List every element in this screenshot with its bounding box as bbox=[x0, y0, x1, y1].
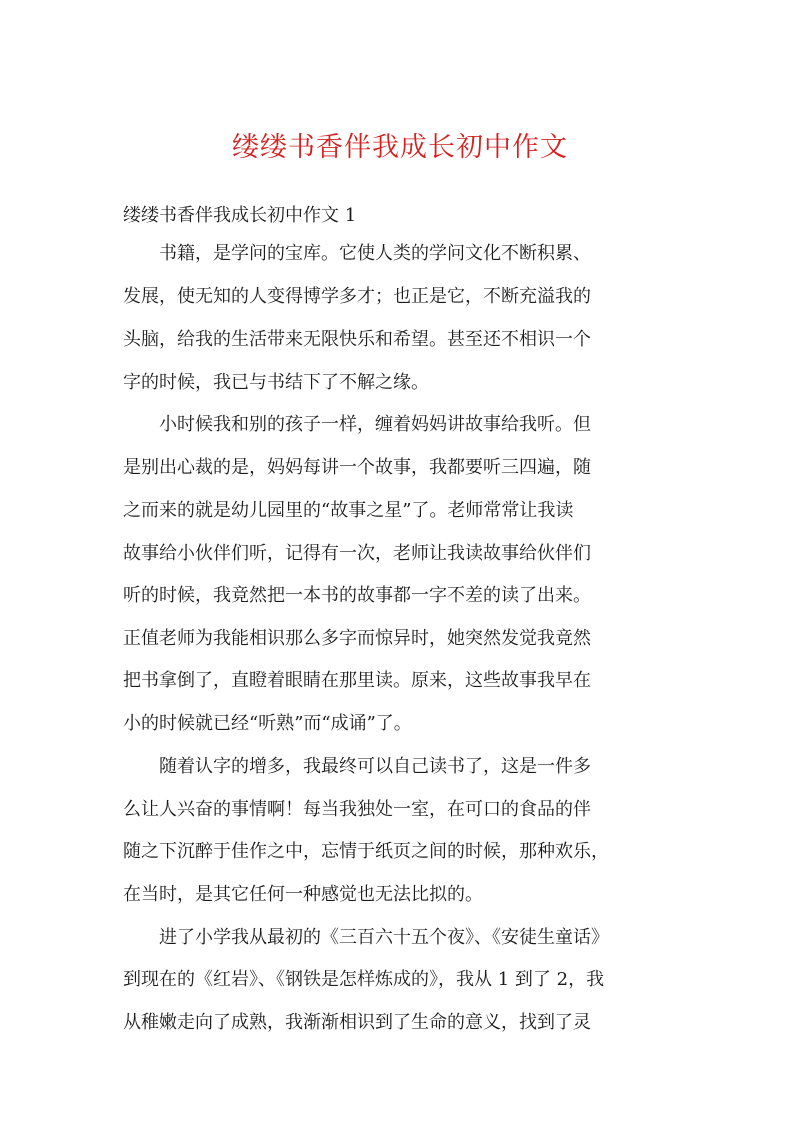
paragraph-3-line-2: 么让人兴奋的事情啊！每当我独处一室，在可口的食品的伴 bbox=[123, 799, 591, 820]
paragraph-2-line-3: 之而来的就是幼儿园里的“故事之星”了。老师常常让我读 bbox=[123, 500, 574, 521]
paragraph-2-line-2: 是别出心裁的是，妈妈每讲一个故事，我都要听三四遍，随 bbox=[123, 457, 591, 478]
paragraph-1-line-1: 书籍，是学问的宝库。它使人类的学问文化不断积累、 bbox=[159, 243, 591, 264]
document-title: 缕缕书香伴我成长初中作文 bbox=[232, 132, 568, 163]
paragraph-2-line-6: 正值老师为我能相识那么多字而惊异时，她突然发觉我竟然 bbox=[123, 628, 591, 649]
paragraph-2-line-5: 听的时候，我竟然把一本书的故事都一字不差的读了出来。 bbox=[123, 585, 591, 606]
paragraph-1-line-2: 发展，使无知的人变得博学多才；也正是它，不断充溢我的 bbox=[123, 286, 591, 307]
paragraph-4-line-3: 从稚嫩走向了成熟，我渐渐相识到了生命的意义，找到了灵 bbox=[123, 1012, 591, 1033]
paragraph-2-line-1: 小时候我和别的孩子一样，缠着妈妈讲故事给我听。但 bbox=[159, 414, 591, 435]
paragraph-1-line-4: 字的时候，我已与书结下了不解之缘。 bbox=[123, 372, 429, 393]
paragraph-3-line-1: 随着认字的增多，我最终可以自己读书了，这是一件多 bbox=[159, 756, 591, 777]
paragraph-2-line-4: 故事给小伙伴们听，记得有一次，老师让我读故事给伙伴们 bbox=[123, 543, 591, 564]
paragraph-4-line-2: 到现在的《红岩》、《钢铁是怎样炼成的》，我从 1 到了 2，我 bbox=[123, 969, 605, 990]
paragraph-3-line-4: 在当时，是其它任何一种感觉也无法比拟的。 bbox=[123, 884, 483, 905]
paragraph-2-line-7: 把书拿倒了，直瞪着眼睛在那里读。原来，这些故事我早在 bbox=[123, 670, 591, 691]
paragraph-4-line-1: 进了小学我从最初的《三百六十五个夜》、《安徒生童话》 bbox=[159, 927, 609, 948]
paragraph-3-line-3: 随之下沉醉于佳作之中，忘情于纸页之间的时候，那种欢乐， bbox=[123, 841, 609, 862]
paragraph-1-line-3: 头脑，给我的生活带来无限快乐和希望。甚至还不相识一个 bbox=[123, 329, 591, 350]
paragraph-2-line-8: 小的时候就已经“听熟”而“成诵”了。 bbox=[123, 713, 412, 734]
essay-heading: 缕缕书香伴我成长初中作文 1 bbox=[123, 205, 357, 226]
